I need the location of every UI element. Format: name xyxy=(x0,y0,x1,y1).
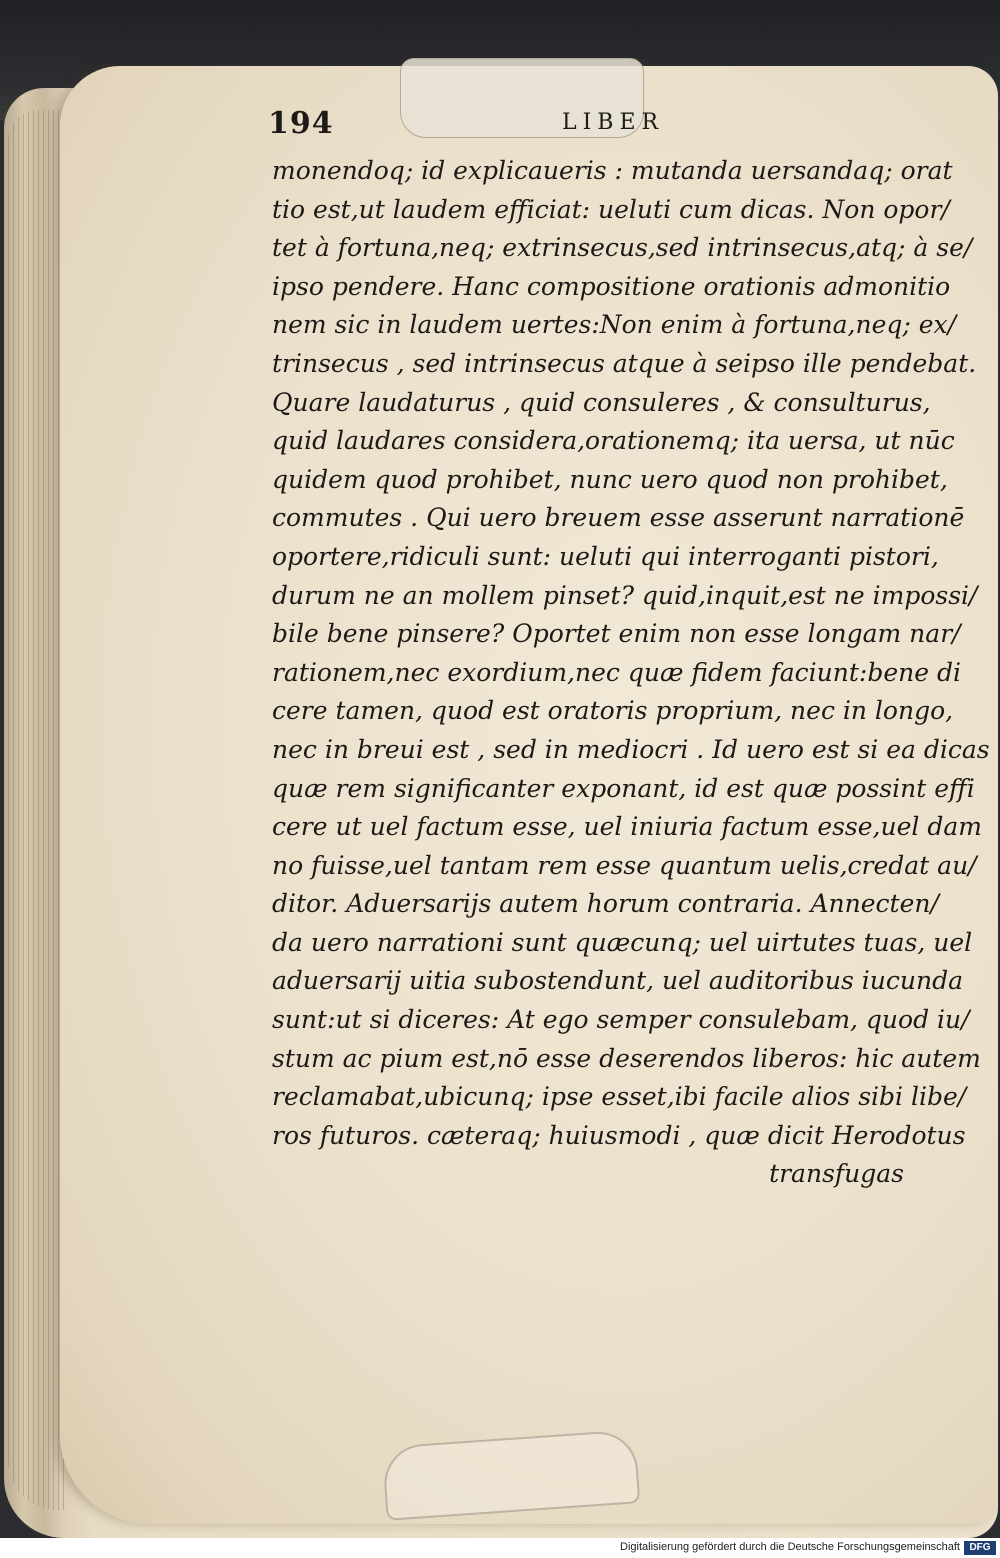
footer-bar xyxy=(0,1538,1000,1558)
text-line: monendoq; id explicaueris : mutanda uersandaq; orat xyxy=(272,156,953,185)
text-line: nec in breui est , sed in mediocri . Id uero est si ea dicas xyxy=(272,734,990,764)
text-line: nem sic in laudem uertes:Non enim à fortuna,neq; ex/ xyxy=(272,310,957,340)
text-line: rationem,nec exordium,nec quæ fidem faciunt:bene di xyxy=(272,657,961,687)
catchword: transfugas xyxy=(769,1159,904,1189)
text-line: bile bene pinsere? Oportet enim non esse longam nar/ xyxy=(272,619,961,649)
text-line: trinsecus , sed intrinsecus atque à seipso ille pendebat. xyxy=(272,348,977,378)
text-line: tet à fortuna,neq; extrinsecus,sed intrinsecus,atq; à se/ xyxy=(272,233,973,263)
text-line: oportere,ridiculi sunt: ueluti qui interroganti pistori, xyxy=(272,541,939,571)
page-number: 194 xyxy=(268,106,334,141)
body-text xyxy=(272,152,990,1194)
page-edges xyxy=(8,110,68,1510)
text-line: quid laudares considera,orationemq; ita uersa, ut nūc xyxy=(272,426,955,456)
text-line: quæ rem significanter exponant, id est quæ possint effi xyxy=(272,773,975,803)
text-line: cere tamen, quod est oratoris proprium, nec in longo, xyxy=(272,696,954,726)
text-line: reclamabat,ubicunq; ipse esset,ibi facile alios sibi libe/ xyxy=(272,1082,967,1112)
running-head: LIBER xyxy=(562,110,665,135)
text-line: ditor. Aduersarijs autem horum contraria. Annecten/ xyxy=(272,889,939,919)
text-line: quidem quod prohibet, nunc uero quod non prohibet, xyxy=(272,464,948,494)
text-line: ipso pendere. Hanc compositione orationis admonitio xyxy=(272,271,951,301)
text-line: aduersarij uitia subostendunt, uel auditoribus iucunda xyxy=(272,966,964,996)
text-line: no fuisse,uel tantam rem esse quantum uelis,credat au/ xyxy=(272,850,977,880)
text-line: cere ut uel factum esse, uel iniuria factum esse,uel dam xyxy=(272,812,982,842)
text-line: Quare laudaturus , quid consuleres , & consulturus, xyxy=(272,387,931,417)
dfg-logo: DFG xyxy=(964,1541,996,1555)
text-line: tio est,ut laudem efficiat: ueluti cum dicas. Non opor/ xyxy=(272,194,950,224)
text-line: da uero narrationi sunt quæcunq; uel uirtutes tuas, uel xyxy=(272,927,973,957)
text-line: sunt:ut si diceres: At ego semper consulebam, quod iu/ xyxy=(272,1005,970,1035)
text-line: commutes . Qui uero breuem esse asserunt narrationē xyxy=(272,503,965,533)
text-line: ros futuros. cæteraq; huiusmodi , quæ dicit Herodotus xyxy=(272,1120,966,1150)
text-line: durum ne an mollem pinset? quid,inquit,est ne impossi/ xyxy=(272,580,978,610)
funding-notice: Digitalisierung gefördert durch die Deutsche Forschungsgemeinschaft xyxy=(620,1541,960,1553)
text-line: stum ac pium est,nō esse deserendos liberos: hic autem xyxy=(272,1043,981,1073)
